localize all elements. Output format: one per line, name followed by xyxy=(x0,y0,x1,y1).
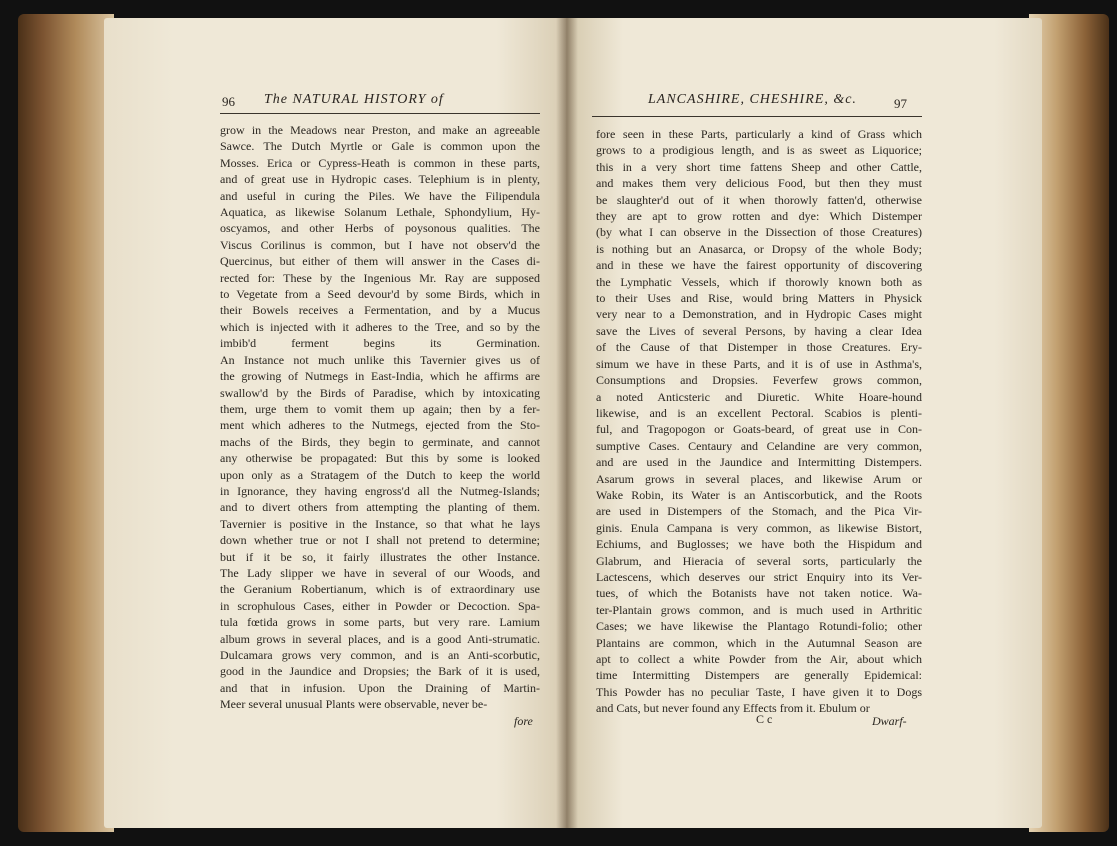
text-line: and makes them very delicious Food, but then they must xyxy=(596,176,922,191)
text-line: their Bowels receives a Fermentation, and by a Mucus xyxy=(220,303,540,318)
text-line: The Lady slipper we have in several of our Woods, and xyxy=(220,565,540,580)
text-line: simum we have in these Parts, and it is of use in Asthma's, xyxy=(596,356,922,371)
text-line: save the Lives of several Persons, by having a clear Idea xyxy=(596,323,922,338)
text-line: fore seen in these Parts, particularly a kind of Grass which xyxy=(596,127,922,141)
text-line: tula fœtida grows in some parts, but very rare. Lamium xyxy=(220,615,540,630)
text-line: and useful in curing the Piles. We have the Filipendula xyxy=(220,188,540,203)
text-line: them, urge them to vomit them up again; then by a fer- xyxy=(220,401,540,416)
text-line: (by what I can observe in the Dissection of those Creatures) xyxy=(596,225,922,240)
text-line: be slaughter'd out of it when thorowly fatten'd, otherwise xyxy=(596,192,922,207)
gutter-shadow xyxy=(556,18,578,828)
text-line: but if it be so, it fairly illustrates the other Instance. xyxy=(220,549,540,564)
text-line: Aquatica, as likewise Solanum Lethale, Sphondylium, Hy- xyxy=(220,205,540,220)
text-line: in Ignorance, they having engross'd all the Nutmeg-Islands; xyxy=(220,483,540,498)
text-line: are used in Distempers of the Stomach, and the Pica Vir- xyxy=(596,504,922,519)
text-line: An Instance not much unlike this Tavernier gives us of xyxy=(220,352,540,367)
text-line: good in the Jaundice and Dropsies; the Bark of it is used, xyxy=(220,664,540,679)
text-line: very near to a Demonstration, and in Hydropic Cases might xyxy=(596,307,922,322)
left-body-text xyxy=(220,122,540,713)
right-catchword: Dwarf- xyxy=(872,714,907,728)
text-line: this in a very short time fattens Sheep and other Cattle, xyxy=(596,159,922,174)
text-line: Echiums, and Buglosses; we have both the Hispidum and xyxy=(596,537,922,552)
text-line: tues, of which the Botanists have not taken notice. Wa- xyxy=(596,586,922,601)
right-page xyxy=(566,18,1042,828)
text-line: is nothing but an Anasarca, or Dropsy of the whole Body; xyxy=(596,241,922,256)
text-line: to their Uses and Rise, would bring Matters in Physick xyxy=(596,291,922,306)
text-line: and that in infusion. Upon the Draining of Martin- xyxy=(220,680,540,695)
text-line: and of great use in Hydropic cases. Telephium is in plenty, xyxy=(220,172,540,187)
left-running-head: The NATURAL HISTORY of xyxy=(264,92,444,107)
text-line: imbib'd ferment begins its Germination. xyxy=(220,336,540,351)
text-line: and to divert others from attempting the planting of them. xyxy=(220,500,540,515)
text-line: Cases; we have likewise the Plantago Rotundi-folio; other xyxy=(596,619,922,634)
text-line: album grows in several places, and is a good Anti-strumatic. xyxy=(220,631,540,646)
text-line: upon only as a Stratagem of the Dutch to keep the world xyxy=(220,467,540,482)
text-line: to Vegetate from a Seed devour'd by some Birds, which in xyxy=(220,287,540,302)
text-line: apt to collect a white Powder from the Air, about which xyxy=(596,652,922,666)
text-line: Glabrum, and Hieracia of several sorts, particularly the xyxy=(596,553,922,568)
text-line: Meer several unusual Plants were observable, never be- xyxy=(220,697,488,712)
text-line: Wake Robin, its Water is an Antiscorbutick, and the Roots xyxy=(596,487,922,502)
text-line: Plantains are common, which in the Autumnal Season are xyxy=(596,635,922,650)
text-line: in scrophulous Cases, either in Powder or Decoction. Spa- xyxy=(220,598,540,613)
text-line: ter-Plantain grows common, and is much used in Arthritic xyxy=(596,602,922,617)
text-line: the growing of Nutmegs in East-India, which he affirms are xyxy=(220,369,540,384)
text-line: Sawce. The Dutch Myrtle or Gale is common upon the xyxy=(220,139,540,154)
text-line: of the Cause of that Distemper in those Creatures. Ery- xyxy=(596,340,922,355)
left-catchword: fore xyxy=(514,714,533,728)
text-line: Dulcamara grows very common, and is an Anti-scorbutic, xyxy=(220,648,540,662)
text-line: which is injected with it adheres to the Tree, and so by the xyxy=(220,319,540,334)
text-line: This Powder has no peculiar Taste, I have given it to Dogs xyxy=(596,684,922,699)
text-line: and are used in the Jaundice and Intermitting Distempers. xyxy=(596,455,922,470)
right-folio: 97 xyxy=(894,96,907,111)
text-line: time Intermitting Distempers are generally Epidemical: xyxy=(596,668,922,683)
text-line: Lactescens, which deserves our strict Enquiry into its Ver- xyxy=(596,569,922,584)
text-line: Quercinus, but either of them will answer in the Cases di- xyxy=(220,254,540,269)
text-line: grows to a prodigious length, and is as sweet as Liquorice; xyxy=(596,143,922,158)
left-page xyxy=(104,18,566,828)
text-line: grow in the Meadows near Preston, and make an agreeable xyxy=(220,123,540,137)
signature-mark: C c xyxy=(756,712,773,726)
text-line: rected for: These by the Ingenious Mr. Ray are supposed xyxy=(220,270,540,285)
text-line: the Lymphatic Vessels, which if thorowly known both as xyxy=(596,274,922,289)
left-page-edges xyxy=(18,14,114,832)
left-folio: 96 xyxy=(222,94,235,109)
text-line: likewise, and is an excellent Pectoral. Scabios is plenti- xyxy=(596,405,922,420)
text-line: a noted Anticsteric and Diuretic. White Hoare-hound xyxy=(596,389,922,404)
text-line: oscyamos, and other Herbs of poysonous qualities. The xyxy=(220,221,540,236)
text-line: Consumptions and Dropsies. Feverfew grows common, xyxy=(596,373,922,388)
left-header-rule xyxy=(220,113,540,114)
text-line: ful, and Tragopogon or Goats-beard, of great use in Con- xyxy=(596,422,922,437)
right-running-head: LANCASHIRE, CHESHIRE, &c. xyxy=(648,92,857,107)
text-line: swallow'd by the Birds of Paradise, which by intoxicating xyxy=(220,385,540,400)
text-line: ginis. Enula Campana is very common, as likewise Bistort, xyxy=(596,520,922,535)
text-line: sumptive Cases. Centaury and Celandine are very common, xyxy=(596,438,922,453)
text-line: ment which adheres to the Nutmegs, ejected from the Sto- xyxy=(220,418,540,433)
text-line: and Cats, but never found any Effects from it. Ebulum or xyxy=(596,701,870,716)
text-line: they are apt to grow rotten and dye: Which Distemper xyxy=(596,209,922,224)
text-line: Viscus Corilinus is common, but I have not observ'd the xyxy=(220,237,540,252)
text-line: machs of the Birds, they begin to germinate, and cannot xyxy=(220,434,540,449)
right-header-rule xyxy=(592,116,922,117)
text-line: Tavernier is positive in the Instance, so that what he lays xyxy=(220,516,540,531)
text-line: down whether true or not I shall not pretend to determine; xyxy=(220,533,540,548)
text-line: and in these we have the fairest opportunity of discovering xyxy=(596,258,922,273)
text-line: any otherwise be propagated: But this by some is looked xyxy=(220,451,540,466)
text-line: Asarum grows in several places, and likewise Arum or xyxy=(596,471,922,486)
text-line: the Geranium Robertianum, which is of extraordinary use xyxy=(220,582,540,597)
text-line: Mosses. Erica or Cypress-Heath is common in these parts, xyxy=(220,155,540,170)
right-body-text xyxy=(596,126,922,717)
